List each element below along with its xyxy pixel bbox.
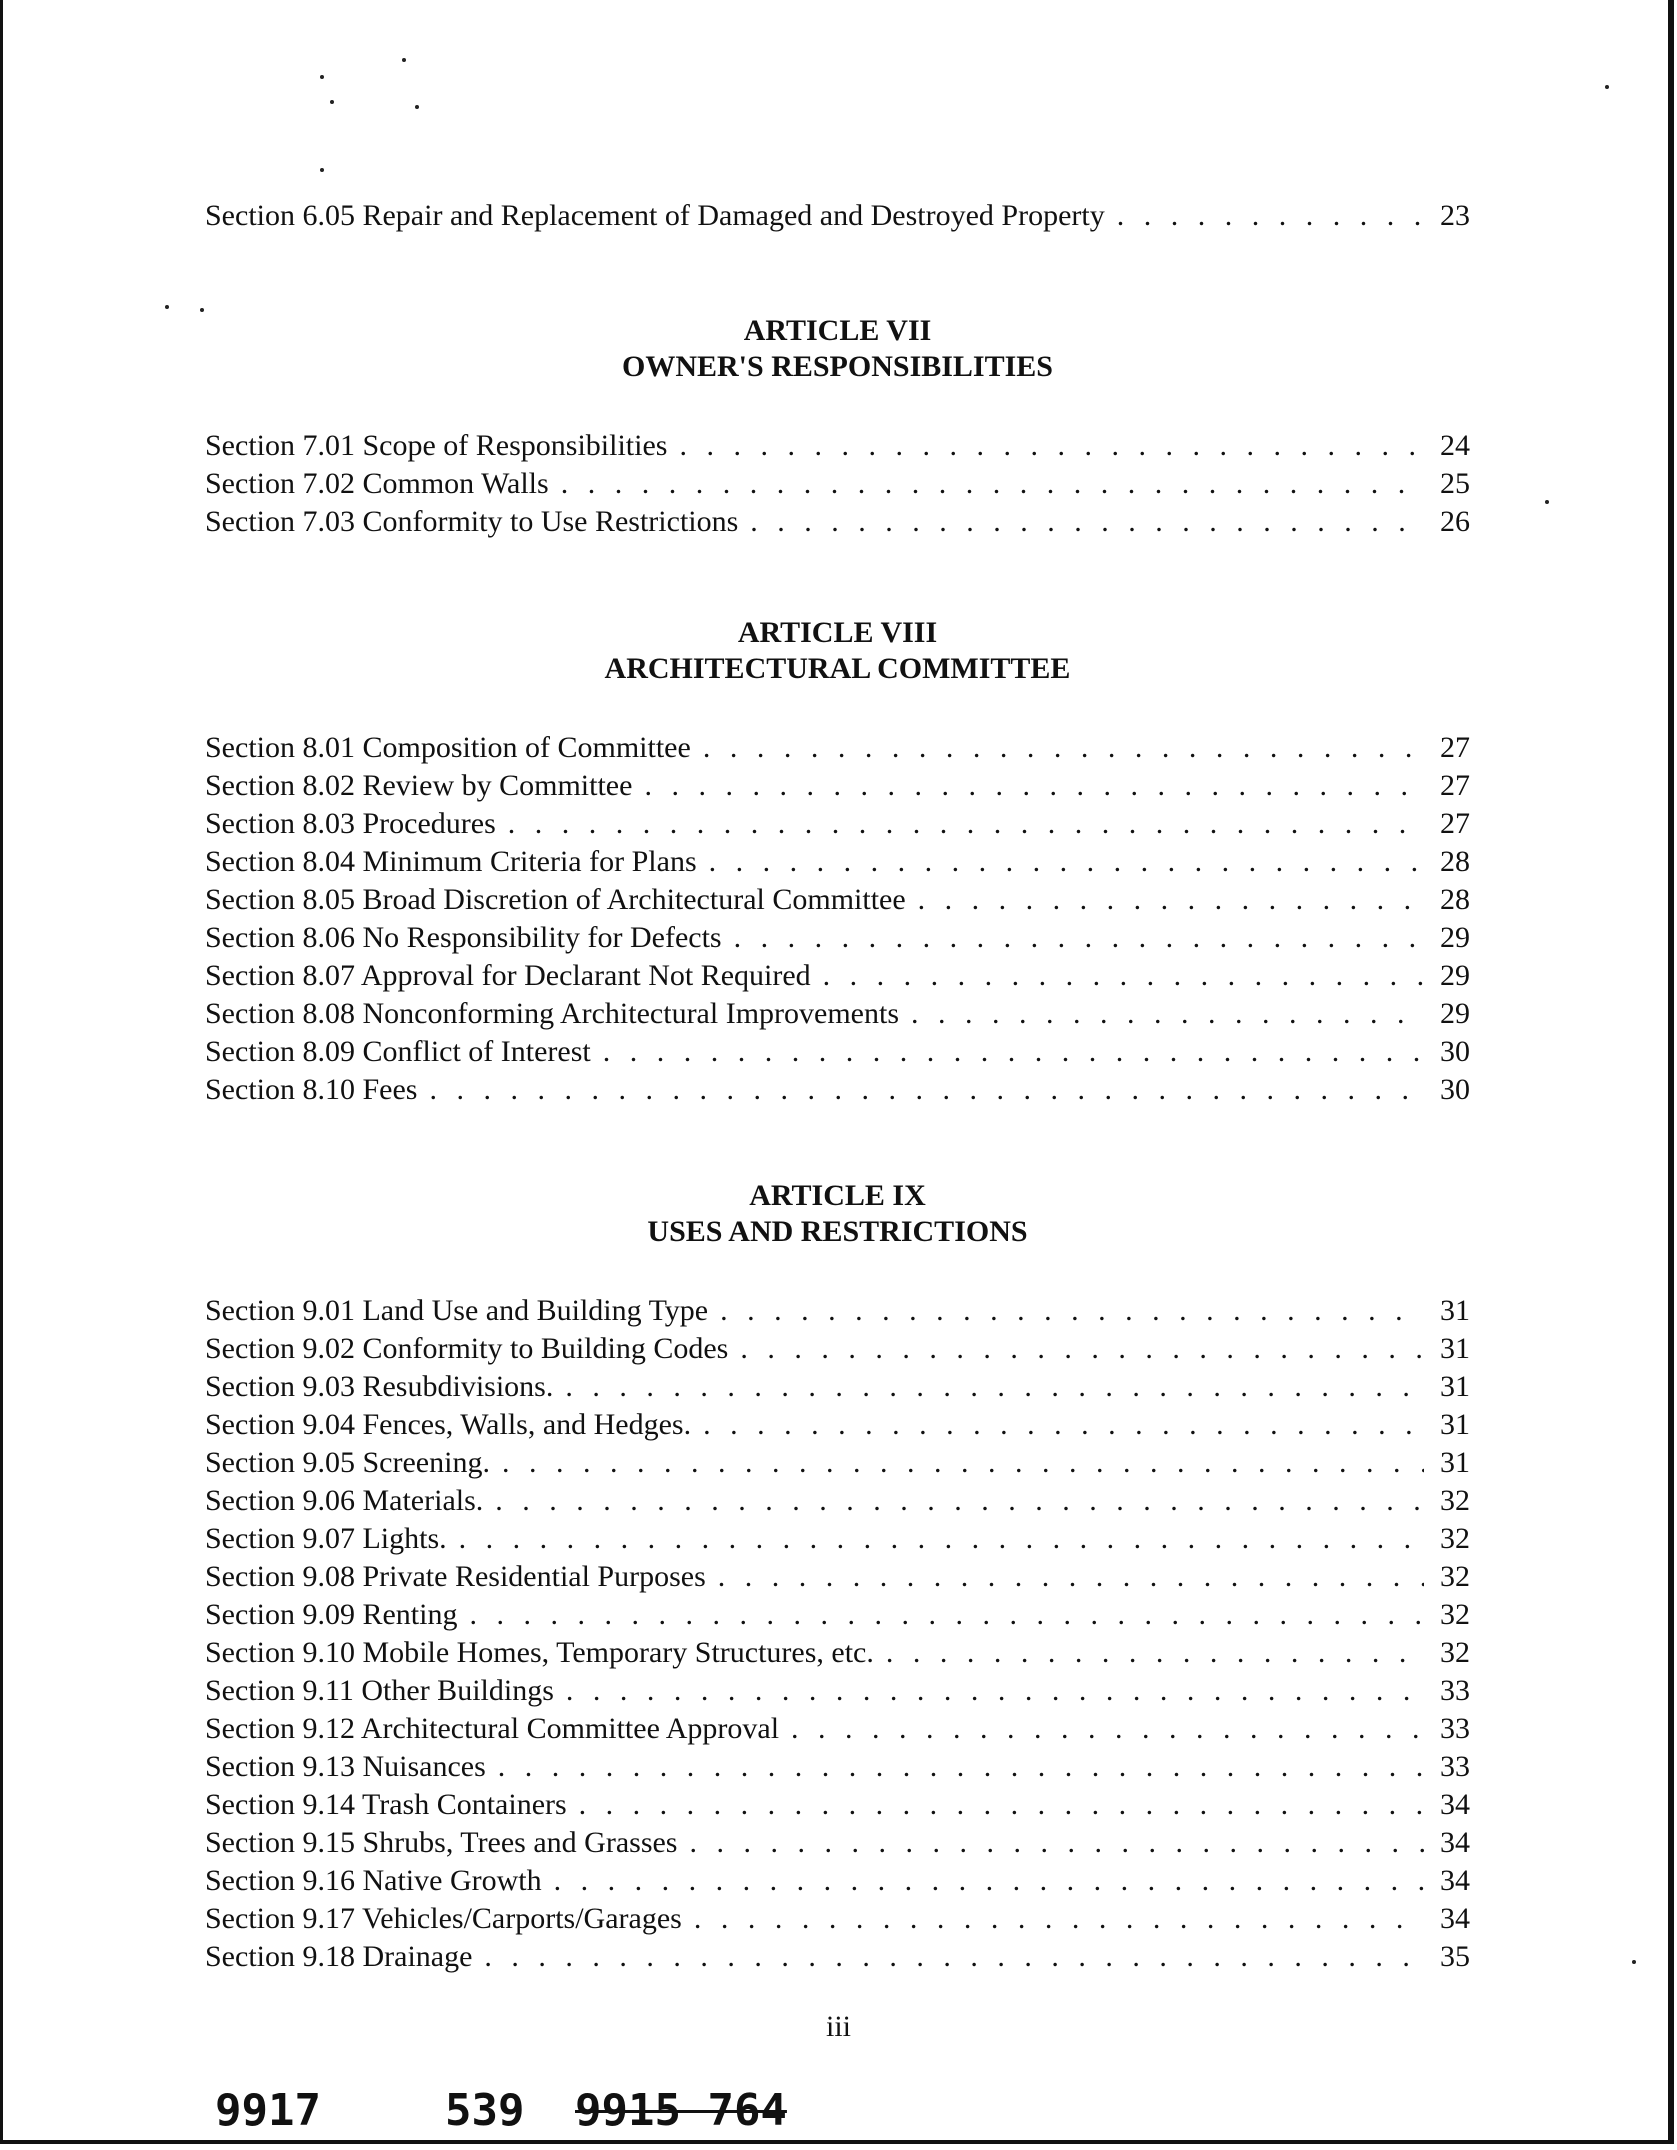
scan-speck: [415, 105, 419, 109]
toc-entry-page: 34: [1440, 1788, 1470, 1821]
article-number: ARTICLE IX: [749, 1179, 926, 1212]
scan-speck: [165, 305, 169, 309]
toc-entry: [205, 1445, 1470, 1481]
toc-entry: [205, 1597, 1470, 1633]
toc-entry-page: 31: [1440, 1294, 1470, 1327]
toc-entry: [205, 1635, 1470, 1671]
toc-entry-page: 32: [1440, 1636, 1470, 1669]
toc-entry-title: Section 9.07 Lights.: [205, 1522, 447, 1555]
dot-leader: [734, 920, 1424, 956]
toc-entry: [205, 806, 1470, 842]
toc-entry-title: Section 9.17 Vehicles/Carports/Garages: [205, 1902, 682, 1935]
toc-entry-title: Section 8.10 Fees: [205, 1073, 418, 1106]
toc-entry-title: Section 8.06 No Responsibility for Defects: [205, 921, 722, 954]
toc-entry: [205, 1072, 1470, 1108]
toc-entry-title: Section 9.05 Screening.: [205, 1446, 490, 1479]
toc-entry-title: Section 9.10 Mobile Homes, Temporary Structures, etc.: [205, 1636, 874, 1669]
toc-entry: [205, 1749, 1470, 1785]
toc-entry-page: 30: [1440, 1073, 1470, 1106]
toc-entry-title: Section 9.12 Architectural Committee Approval: [205, 1712, 780, 1745]
article-heading: [205, 1178, 1470, 1250]
dot-leader: [690, 1825, 1425, 1861]
scan-speck: [330, 100, 334, 104]
toc-entry-page: 32: [1440, 1560, 1470, 1593]
toc-entry-page: 25: [1440, 467, 1470, 500]
toc-entry: [205, 920, 1470, 956]
toc-entry-page: 28: [1440, 845, 1470, 878]
dot-leader: [750, 504, 1424, 540]
dot-leader: [561, 466, 1424, 502]
scan-speck: [200, 308, 204, 312]
dot-leader: [718, 1559, 1424, 1595]
struck-stamp: 9915 764: [575, 2085, 787, 2136]
scan-speck: [402, 58, 406, 62]
toc-entry: [205, 730, 1470, 766]
toc-entry: [205, 1901, 1470, 1937]
toc-entry-page: 29: [1440, 959, 1470, 992]
toc-entry-title: Section 8.09 Conflict of Interest: [205, 1035, 591, 1068]
article-heading: [205, 615, 1470, 687]
toc-entry-title: Section 7.02 Common Walls: [205, 467, 549, 500]
dot-leader: [1117, 198, 1424, 234]
toc-entry: [205, 1407, 1470, 1443]
toc-entry: [205, 466, 1470, 502]
dot-leader: [886, 1635, 1424, 1671]
toc-entry: [205, 198, 1470, 234]
dot-leader: [823, 958, 1424, 994]
dot-leader: [498, 1749, 1424, 1785]
toc-entry: [205, 504, 1470, 540]
toc-entry-page: 32: [1440, 1522, 1470, 1555]
toc-entry: [205, 1369, 1470, 1405]
dot-leader: [508, 806, 1424, 842]
toc-entry-title: Section 9.15 Shrubs, Trees and Grasses: [205, 1826, 678, 1859]
dot-leader: [740, 1331, 1424, 1367]
toc-entry: [205, 1483, 1470, 1519]
toc-entry-page: 34: [1440, 1902, 1470, 1935]
toc-entry-page: 26: [1440, 505, 1470, 538]
toc-entry-title: Section 9.08 Private Residential Purposes: [205, 1560, 706, 1593]
toc-entry-page: 33: [1440, 1712, 1470, 1745]
toc-entry-title: Section 9.16 Native Growth: [205, 1864, 542, 1897]
toc-entry-page: 34: [1440, 1864, 1470, 1897]
toc-entry-page: 32: [1440, 1598, 1470, 1631]
toc-entry: [205, 428, 1470, 464]
dot-leader: [720, 1293, 1424, 1329]
toc-entry-page: 35: [1440, 1940, 1470, 1973]
toc-entry: [205, 958, 1470, 994]
dot-leader: [694, 1901, 1424, 1937]
article-number: ARTICLE VIII: [737, 616, 938, 649]
dot-leader: [918, 882, 1424, 918]
toc-entry: [205, 768, 1470, 804]
toc-entry-page: 32: [1440, 1484, 1470, 1517]
toc-entry-title: Section 9.13 Nuisances: [205, 1750, 486, 1783]
article-title: USES AND RESTRICTIONS: [647, 1215, 1028, 1248]
toc-entry-title: Section 9.11 Other Buildings: [205, 1674, 554, 1707]
toc-entry: [205, 844, 1470, 880]
toc-entry-page: 23: [1440, 199, 1470, 232]
toc-entry-page: 28: [1440, 883, 1470, 916]
dot-leader: [703, 1407, 1424, 1443]
dot-leader: [791, 1711, 1424, 1747]
article-number: ARTICLE VII: [743, 314, 932, 347]
toc-entry-page: 31: [1440, 1408, 1470, 1441]
dot-leader: [603, 1034, 1424, 1070]
toc-entry: [205, 1331, 1470, 1367]
toc-entry-page: 31: [1440, 1370, 1470, 1403]
toc-entry-page: 33: [1440, 1750, 1470, 1783]
dot-leader: [566, 1673, 1424, 1709]
toc-entry: [205, 1939, 1470, 1975]
dot-leader: [565, 1369, 1424, 1405]
toc-entry-page: 29: [1440, 997, 1470, 1030]
page-number: iii: [825, 2010, 851, 2043]
dot-leader: [484, 1939, 1424, 1975]
toc-entry-title: Section 9.02 Conformity to Building Codes: [205, 1332, 729, 1365]
toc-entry: [205, 996, 1470, 1032]
toc-entry: [205, 1034, 1470, 1070]
toc-entry-title: Section 8.03 Procedures: [205, 807, 496, 840]
toc-entry-page: 29: [1440, 921, 1470, 954]
toc-entry: [205, 1711, 1470, 1747]
toc-entry-title: Section 6.05 Repair and Replacement of Damaged and Destroyed Property: [205, 199, 1105, 232]
toc-entry-title: Section 8.08 Nonconforming Architectural Improvements: [205, 997, 899, 1030]
dot-leader: [459, 1521, 1424, 1557]
dot-leader: [469, 1597, 1424, 1633]
toc-entry-title: Section 7.01 Scope of Responsibilities: [205, 429, 668, 462]
toc-entry-title: Section 9.18 Drainage: [205, 1940, 473, 1973]
toc-entry-title: Section 8.02 Review by Committee: [205, 769, 633, 802]
scan-speck: [320, 168, 324, 172]
toc-entry-title: Section 8.05 Broad Discretion of Architectural Committee: [205, 883, 906, 916]
dot-leader: [703, 730, 1424, 766]
toc-entry: [205, 1673, 1470, 1709]
dot-leader: [644, 768, 1424, 804]
dot-leader: [502, 1445, 1424, 1481]
toc-entry-page: 27: [1440, 807, 1470, 840]
toc-entry-title: Section 9.04 Fences, Walls, and Hedges.: [205, 1408, 692, 1441]
scan-speck: [1632, 1960, 1636, 1964]
article-heading: [205, 313, 1470, 385]
toc-entry: [205, 1825, 1470, 1861]
toc-entry-title: Section 9.09 Renting: [205, 1598, 458, 1631]
toc-entry-page: 27: [1440, 731, 1470, 764]
article-title: OWNER'S RESPONSIBILITIES: [622, 350, 1053, 383]
dot-leader: [495, 1483, 1424, 1519]
toc-entry-title: Section 7.03 Conformity to Use Restrictions: [205, 505, 739, 538]
toc-entry-title: Section 9.06 Materials.: [205, 1484, 484, 1517]
toc-entry-title: Section 9.14 Trash Containers: [205, 1788, 567, 1821]
toc-entry-title: Section 8.01 Composition of Committee: [205, 731, 691, 764]
toc-entry-page: 30: [1440, 1035, 1470, 1068]
dot-leader: [679, 428, 1424, 464]
scan-speck: [1605, 85, 1609, 89]
recording-stamp-page: 539: [445, 2085, 525, 2136]
toc-entry-title: Section 9.01 Land Use and Building Type: [205, 1294, 709, 1327]
toc-entry: [205, 1863, 1470, 1899]
dot-leader: [911, 996, 1424, 1032]
toc-entry: [205, 1293, 1470, 1329]
dot-leader: [579, 1787, 1424, 1823]
dot-leader: [709, 844, 1424, 880]
toc-entry-title: Section 8.04 Minimum Criteria for Plans: [205, 845, 697, 878]
toc-entry: [205, 1787, 1470, 1823]
toc-entry-page: 24: [1440, 429, 1470, 462]
article-title: ARCHITECTURAL COMMITTEE: [604, 652, 1071, 685]
toc-entry-page: 34: [1440, 1826, 1470, 1859]
dot-leader: [554, 1863, 1424, 1899]
toc-entry: [205, 1559, 1470, 1595]
scan-speck: [320, 75, 324, 79]
toc-entry: [205, 882, 1470, 918]
toc-entry-page: 27: [1440, 769, 1470, 802]
toc-entry: [205, 1521, 1470, 1557]
recording-stamp-volume: 9917: [215, 2085, 321, 2136]
toc-entry-page: 31: [1440, 1332, 1470, 1365]
toc-entry-title: Section 9.03 Resubdivisions.: [205, 1370, 554, 1403]
scan-speck: [1545, 500, 1549, 504]
toc-entry-page: 31: [1440, 1446, 1470, 1479]
toc-entry-title: Section 8.07 Approval for Declarant Not Required: [205, 959, 811, 992]
toc-entry-page: 33: [1440, 1674, 1470, 1707]
dot-leader: [429, 1072, 1424, 1108]
